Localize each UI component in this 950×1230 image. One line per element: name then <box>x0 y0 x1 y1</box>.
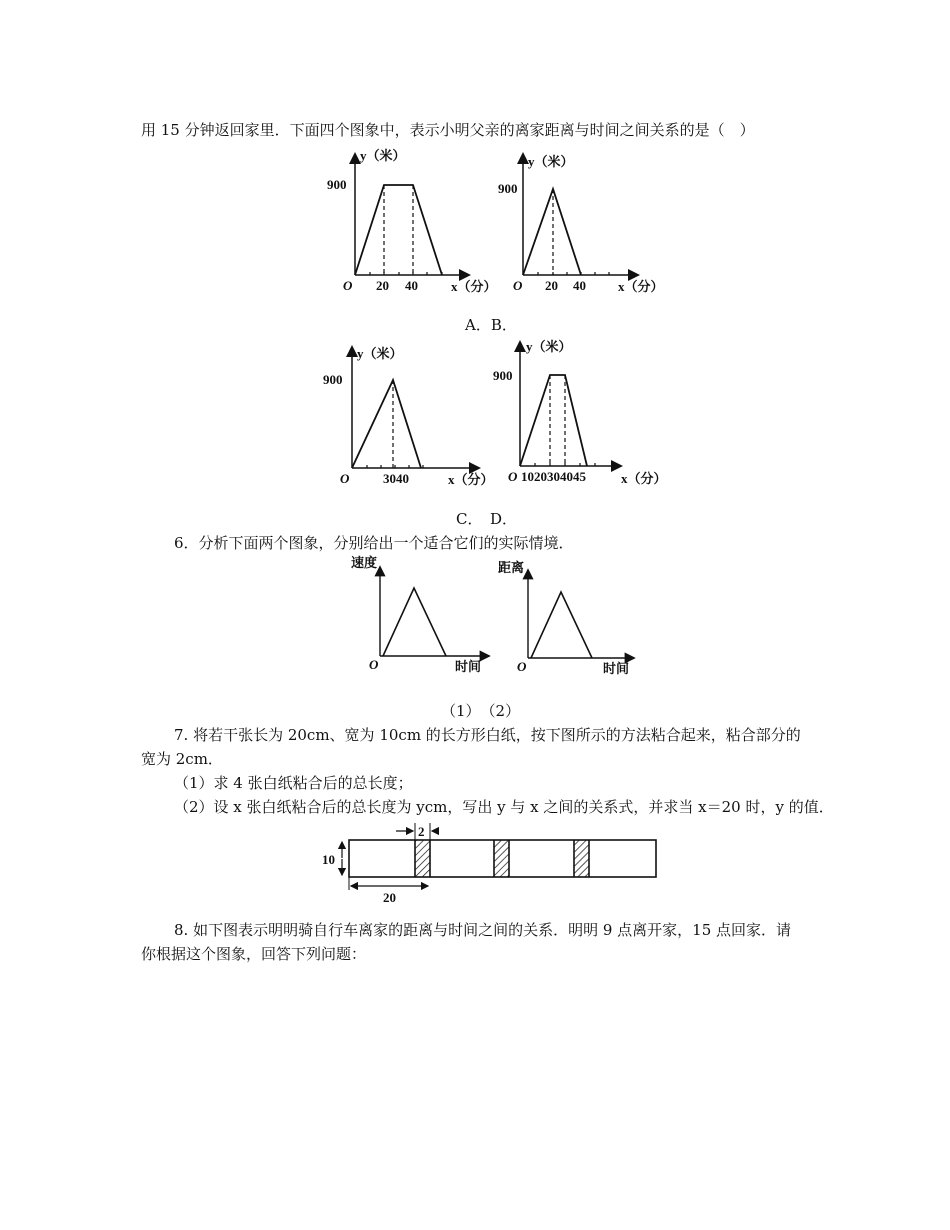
graph-line <box>383 588 446 656</box>
x-label: x（分） <box>451 279 497 294</box>
y-label: 距离 <box>498 560 525 575</box>
y-label: y（米） <box>528 154 574 169</box>
x-tick-label: 20 <box>376 278 389 293</box>
origin-label: O <box>343 278 353 293</box>
x-label: x（分） <box>448 472 494 487</box>
overlap-label: 2 <box>418 824 425 839</box>
x-label: x（分） <box>621 471 667 486</box>
graph-line <box>355 185 442 275</box>
graph-d <box>490 335 665 495</box>
distance-graph <box>495 555 645 685</box>
x-label: x（分） <box>618 279 664 294</box>
x-tick-label: 40 <box>405 278 418 293</box>
y-tick-label: 900 <box>493 368 513 383</box>
overlap-area <box>494 840 509 877</box>
y-label: 速度 <box>351 555 378 570</box>
q8-line2: 你根据这个图象，回答下列问题： <box>141 945 367 963</box>
x-tick-label: 40 <box>573 278 586 293</box>
x-tick-label: 3040 <box>383 471 409 486</box>
origin-label: O <box>369 657 379 672</box>
origin-label: O <box>517 659 527 674</box>
q7-part2: （2）设 x 张白纸粘合后的总长度为 ycm，写出 y 与 x 之间的关系式，并求当 x＝20 时，y 的值． <box>174 798 834 816</box>
y-label: y（米） <box>357 346 403 361</box>
origin-label: O <box>340 471 350 486</box>
overlap-area <box>574 840 589 877</box>
graph-c <box>320 340 494 495</box>
graph-line <box>352 380 421 468</box>
q6-text: 6．分析下面两个图象，分别给出一个适合它们的实际情境． <box>174 534 574 552</box>
length-label: 20 <box>383 890 396 905</box>
q7-line1: 7. 将若干张长为 20cm、宽为 10cm 的长方形白纸，按下图所示的方法粘合起来，粘合部分的 <box>174 726 801 744</box>
graph-line <box>520 375 587 466</box>
x-tick-label: 1020304045 <box>521 469 586 484</box>
y-label: y（米） <box>526 339 572 354</box>
q5-intro: 用 15 分钟返回家里．下面四个图象中，表示小明父亲的离家距离与时间之间关系的是（ ） <box>141 121 755 139</box>
y-tick-label: 900 <box>498 181 518 196</box>
origin-label: O <box>508 469 518 484</box>
origin-label: O <box>513 278 523 293</box>
overlap-area <box>415 840 430 877</box>
y-tick-label: 900 <box>327 177 347 192</box>
x-label: 时间 <box>455 659 482 674</box>
height-label: 10 <box>322 852 335 867</box>
speed-graph <box>345 553 495 683</box>
x-tick-label: 20 <box>545 278 558 293</box>
x-label: 时间 <box>603 661 630 676</box>
y-label: y（米） <box>360 148 406 163</box>
cd-label: C． D． <box>456 510 518 528</box>
graph-line <box>531 592 592 658</box>
paper-strip-figure <box>318 818 663 908</box>
graph-line <box>523 189 581 275</box>
q8-line1: 8. 如下图表示明明骑自行车离家的距离与时间之间的关系．明明 9 点离开家，15 点回家．请 <box>174 921 792 939</box>
ab-label: A．B． <box>465 316 517 334</box>
y-tick-label: 900 <box>323 372 343 387</box>
q6-captions: （1） （2） <box>441 702 521 720</box>
q7-part1: （1）求 4 张白纸粘合后的总长度； <box>174 774 413 792</box>
q7-line2: 宽为 2cm． <box>141 750 223 768</box>
graph-a <box>320 145 497 300</box>
graph-b <box>495 145 665 300</box>
